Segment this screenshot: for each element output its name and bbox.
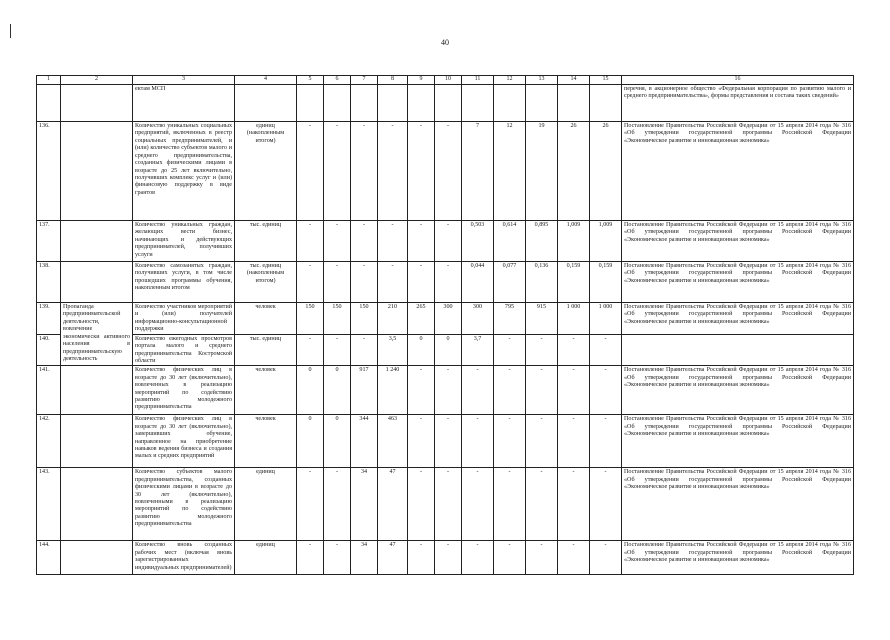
cell-value: - [462, 366, 494, 415]
cell-value: 300 [462, 303, 494, 335]
cell-value: 26 [558, 122, 590, 221]
cell-indicator: Количество уникальных граждан, желающих вести бизнес, начинающих и действующих предпринимателей, получивших услуги [133, 221, 235, 262]
cell-num: 143. [37, 468, 61, 541]
cell-task [61, 541, 133, 575]
col-header-6: 6 [324, 76, 351, 85]
cell-value: 265 [408, 303, 435, 335]
cell-value: 3,7 [462, 334, 494, 366]
cell-value: 210 [378, 303, 408, 335]
cell-num [37, 85, 61, 122]
cell-value: - [408, 541, 435, 575]
col-header-8: 8 [378, 76, 408, 85]
margin-mark [10, 24, 11, 38]
table-row [37, 334, 854, 366]
cell-num: 144. [37, 541, 61, 575]
cell-value: 0 [297, 366, 324, 415]
cell-source: Постановление Правительства Российской Федерации от 15 апреля 2014 года № 316 «Об утверждении государственной программы Российской Федерации «Экономическое развитие и инновационная экономика» [622, 262, 854, 303]
cell-value: - [324, 122, 351, 221]
cell-value: 0,614 [494, 221, 526, 262]
cell-value: 1 000 [558, 303, 590, 335]
cell-value: - [408, 415, 435, 468]
cell-value: 0 [324, 415, 351, 468]
cell-unit: единиц [235, 541, 297, 575]
cell-unit [235, 85, 297, 122]
cell-value: - [494, 415, 526, 468]
cell-value: 0 [324, 366, 351, 415]
cell-task [61, 415, 133, 468]
table-row [37, 122, 854, 221]
cell-value: 300 [435, 303, 462, 335]
cell-value: 19 [526, 122, 558, 221]
cell-value: - [462, 468, 494, 541]
cell-value: - [590, 541, 622, 575]
cell-value: - [494, 334, 526, 366]
col-header-4: 4 [235, 76, 297, 85]
cell-indicator: Количество физических лиц в возрасте до 30 лет (включительно), вовлеченных в реализацию мероприятий по содействию развитию молодежного предпринимательства [133, 366, 235, 415]
cell-value: - [526, 468, 558, 541]
cell-value: - [378, 221, 408, 262]
cell-value: 3,5 [378, 334, 408, 366]
cell-value: - [590, 415, 622, 468]
cell-value: - [408, 366, 435, 415]
cell-source: Постановление Правительства Российской Федерации от 15 апреля 2014 года № 316 «Об утверждении государственной программы Российской Федерации «Экономическое развитие и инновационная экономика» [622, 541, 854, 575]
cell-value: 0,895 [526, 221, 558, 262]
col-header-5: 5 [297, 76, 324, 85]
cell-value: 47 [378, 468, 408, 541]
cell-num: 136. [37, 122, 61, 221]
cell-value: - [558, 541, 590, 575]
cell-source: Постановление Правительства Российской Федерации от 15 апреля 2014 года № 316 «Об утверждении государственной программы Российской Федерации «Экономическое развитие и инновационная экономика» [622, 221, 854, 262]
cell-source [622, 334, 854, 366]
cell-source: Постановление Правительства Российской Федерации от 15 апреля 2014 года № 316 «Об утверждении государственной программы Российской Федерации «Экономическое развитие и инновационная экономика» [622, 122, 854, 221]
cell-task [61, 366, 133, 415]
cell-value: 0,044 [462, 262, 494, 303]
cell-value: - [558, 334, 590, 366]
cell-value: 1 000 [590, 303, 622, 335]
cell-source: Постановление Правительства Российской Федерации от 15 апреля 2014 года № 316 «Об утверждении государственной программы Российской Федерации «Экономическое развитие и инновационная экономика» [622, 303, 854, 335]
cell-indicator: Количество вновь созданных рабочих мест (включая вновь зарегистрированных индивидуальных предпринимателей) [133, 541, 235, 575]
cell-value: - [408, 122, 435, 221]
cell-value: - [324, 334, 351, 366]
table-row [37, 262, 854, 303]
col-header-9: 9 [408, 76, 435, 85]
cell-indicator: Количество участников мероприятий и (или) получателей информационно-консультационной поддержки [133, 303, 235, 335]
cell-value: 915 [526, 303, 558, 335]
cell-value: 1,009 [590, 221, 622, 262]
page-number: 40 [441, 38, 449, 47]
cell-value: - [494, 366, 526, 415]
col-header-14: 14 [558, 76, 590, 85]
cell-value: - [435, 415, 462, 468]
cell-value: 0,077 [494, 262, 526, 303]
cell-value: 463 [378, 415, 408, 468]
table-row [37, 468, 854, 541]
cell-value: 150 [297, 303, 324, 335]
cell-value: 795 [494, 303, 526, 335]
cell-num: 141. [37, 366, 61, 415]
cell-value: - [590, 334, 622, 366]
cell-value: - [408, 262, 435, 303]
cell-value: 34 [351, 468, 378, 541]
cell-task [61, 262, 133, 303]
cell-value: 0,503 [462, 221, 494, 262]
cell-num: 142. [37, 415, 61, 468]
table-row [37, 366, 854, 415]
cell-value: - [462, 541, 494, 575]
cell-source: Постановление Правительства Российской Федерации от 15 апреля 2014 года № 316 «Об утверждении государственной программы Российской Федерации «Экономическое развитие и инновационная экономика» [622, 415, 854, 468]
table-row [37, 541, 854, 575]
cell-value: - [526, 541, 558, 575]
cell-indicator: Количество физических лиц в возрасте до 30 лет (включительно), завершивших обучение, направленное на приобретение навыков ведения бизнеса и создания малых и средних предприятий [133, 415, 235, 468]
cell-value: 7 [462, 122, 494, 221]
cell-value: - [526, 334, 558, 366]
cell-value: - [297, 541, 324, 575]
cell-unit: единиц [235, 468, 297, 541]
cell-unit: тыс. единиц [235, 334, 297, 366]
cell-value: - [324, 541, 351, 575]
col-header-15: 15 [590, 76, 622, 85]
cell-indicator: Количество субъектов малого предпринимательства, созданных физическими лицами в возрасте до 30 лет (включительно), вовлеченными в реализацию мероприятий по содействию развитию молодежного предпринимательства [133, 468, 235, 541]
cell-value: - [351, 334, 378, 366]
cell-value: - [297, 334, 324, 366]
cell-task [61, 221, 133, 262]
cell-num: 139. [37, 303, 61, 335]
cell-task: Пропаганда предпринимательской деятельности, вовлечение экономически активного населения в предпринимательскую деятельность [61, 303, 133, 366]
continuation-row [37, 85, 854, 122]
cell-unit: человек [235, 415, 297, 468]
cell-value: 0,159 [558, 262, 590, 303]
cell-value: 34 [351, 541, 378, 575]
cell-num: 137. [37, 221, 61, 262]
cell-indicator: Количество уникальных социальных предприятий, включенных в реестр социальных предпринимателей, и (или) количество субъектов малого и среднего предпринимательства, созданных физическими лицами в возрасте до 25 лет включительно, получивших комплекс услуг и (или) финансовую поддержку в виде грантов [133, 122, 235, 221]
cell-task [61, 122, 133, 221]
cell-unit: человек [235, 303, 297, 335]
cell-value: 0 [435, 334, 462, 366]
cell-value: 344 [351, 415, 378, 468]
cell-value: - [324, 221, 351, 262]
cell-value: - [408, 468, 435, 541]
cell-indicator: ектам МСП [133, 85, 235, 122]
col-header-1: 1 [37, 76, 61, 85]
cell-value: - [558, 415, 590, 468]
cell-source: Постановление Правительства Российской Федерации от 15 апреля 2014 года № 316 «Об утверждении государственной программы Российской Федерации «Экономическое развитие и инновационная экономика» [622, 468, 854, 541]
cell-value: - [526, 415, 558, 468]
cell-value: - [408, 221, 435, 262]
cell-source: перечня, в акционерное общество «Федеральная корпорация по развитию малого и среднего предпринимательства», формы представления и состава таких сведений» [622, 85, 854, 122]
cell-value: 150 [324, 303, 351, 335]
table-row [37, 303, 854, 335]
cell-unit: тыс. единиц [235, 221, 297, 262]
col-header-13: 13 [526, 76, 558, 85]
cell-value: 0 [408, 334, 435, 366]
cell-value: - [297, 122, 324, 221]
cell-indicator: Количество ежегодных просмотров портала малого и среднего предпринимательства Костромской области [133, 334, 235, 366]
cell-value: - [435, 366, 462, 415]
col-header-16: 16 [622, 76, 854, 85]
cell-source: Постановление Правительства Российской Федерации от 15 апреля 2014 года № 316 «Об утверждении государственной программы Российской Федерации «Экономическое развитие и инновационная экономика» [622, 366, 854, 415]
cell-value: 917 [351, 366, 378, 415]
cell-value: 47 [378, 541, 408, 575]
cell-value: - [494, 541, 526, 575]
cell-value: 150 [351, 303, 378, 335]
cell-unit: тыс. единиц (накопленным итогом) [235, 262, 297, 303]
table-row [37, 415, 854, 468]
col-header-2: 2 [61, 76, 133, 85]
col-header-7: 7 [351, 76, 378, 85]
cell-value: - [526, 366, 558, 415]
cell-value: - [297, 221, 324, 262]
cell-value: 1,009 [558, 221, 590, 262]
cell-unit: человек [235, 366, 297, 415]
cell-task [61, 468, 133, 541]
cell-value: - [462, 415, 494, 468]
cell-value: - [297, 262, 324, 303]
cell-task [61, 85, 133, 122]
cell-value: - [558, 468, 590, 541]
cell-value: - [494, 468, 526, 541]
cell-value: - [351, 221, 378, 262]
cell-value: 1 240 [378, 366, 408, 415]
col-header-3: 3 [133, 76, 235, 85]
col-header-10: 10 [435, 76, 462, 85]
col-header-12: 12 [494, 76, 526, 85]
cell-num: 138. [37, 262, 61, 303]
cell-indicator: Количество самозанятых граждан, получивших услуги, в том числе прошедших программы обучения, накопленным итогом [133, 262, 235, 303]
indicators-table [36, 75, 854, 575]
cell-value: - [558, 366, 590, 415]
cell-value: - [378, 122, 408, 221]
cell-value: - [590, 468, 622, 541]
cell-value: - [351, 122, 378, 221]
cell-value: - [324, 468, 351, 541]
col-header-11: 11 [462, 76, 494, 85]
cell-value: 0,136 [526, 262, 558, 303]
cell-value: - [324, 262, 351, 303]
cell-value: 0 [297, 415, 324, 468]
cell-value: - [435, 541, 462, 575]
cell-num: 140. [37, 334, 61, 366]
cell-value: 26 [590, 122, 622, 221]
cell-value: - [297, 468, 324, 541]
cell-unit: единиц (накопленным итогом) [235, 122, 297, 221]
table-row [37, 221, 854, 262]
cell-value: - [435, 221, 462, 262]
cell-value: - [435, 122, 462, 221]
cell-value: - [590, 366, 622, 415]
cell-value: 0,159 [590, 262, 622, 303]
cell-value: - [378, 262, 408, 303]
cell-value: - [435, 468, 462, 541]
cell-value: - [351, 262, 378, 303]
cell-value: 12 [494, 122, 526, 221]
cell-value: - [435, 262, 462, 303]
column-number-row [37, 76, 854, 85]
